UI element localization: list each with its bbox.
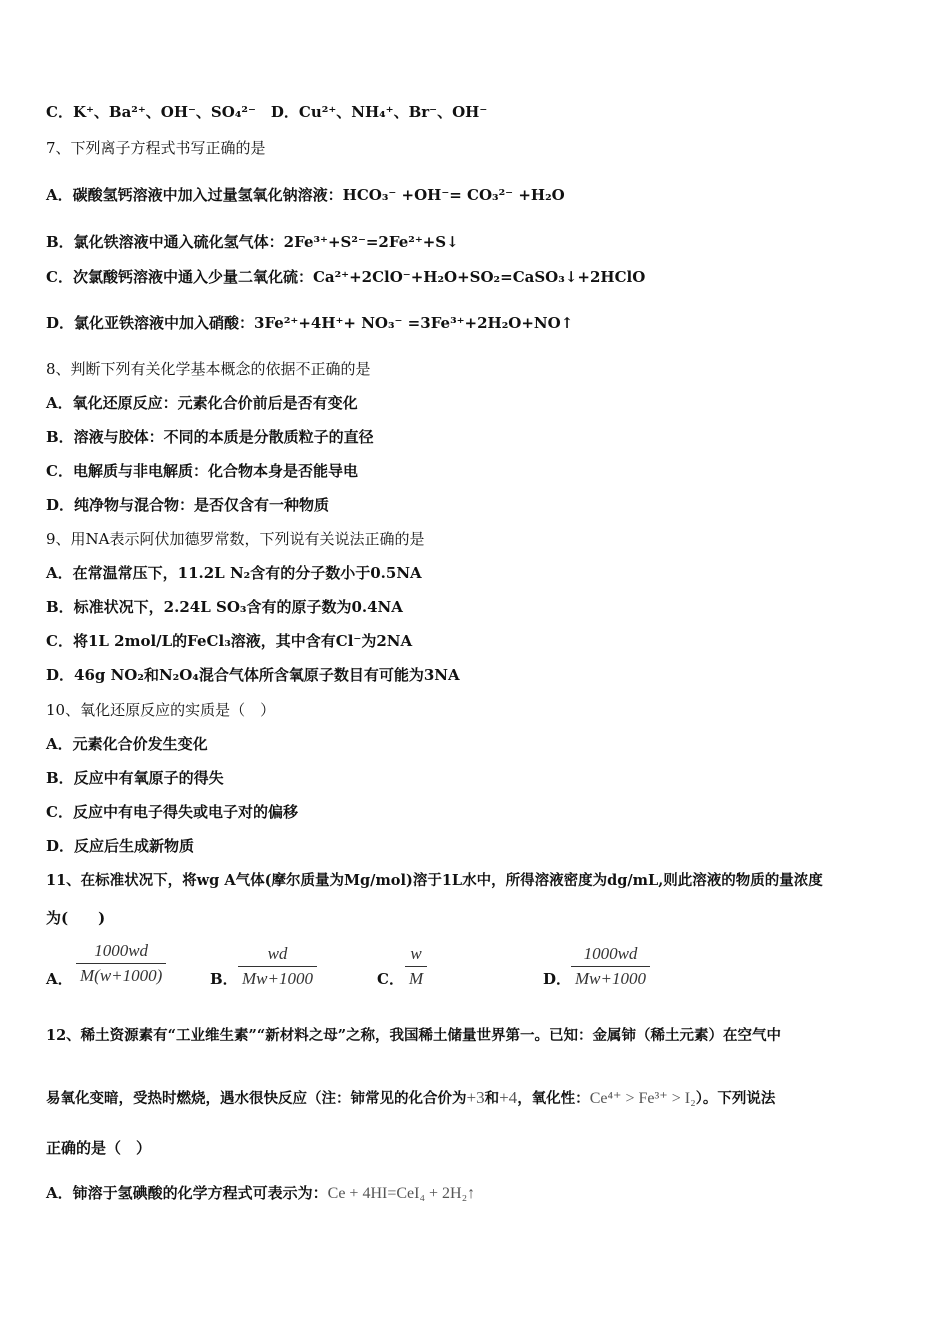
- q7-option-c: C．次氯酸钙溶液中通入少量二氧化硫：Ca²⁺+2ClO⁻+H₂O+SO₂=CaSO₃↓+2HClO: [46, 268, 646, 286]
- q11-option-b-numerator: wd: [267, 944, 288, 963]
- q7-option-a-formula: HCO₃⁻ +OH⁻= CO₃²⁻ +H₂O: [342, 186, 565, 204]
- q9-stem: 9、用NA表示阿伏加德罗常数，下列说有关说法正确的是: [46, 530, 425, 548]
- q10-option-c: C．反应中有电子得失或电子对的偏移: [46, 803, 298, 821]
- q12-line2-text-a: 易氧化变暗，受热时燃烧，遇水很快反应（注：铈常见的化合价为: [46, 1090, 467, 1107]
- q9-option-a: A．在常温常压下，11.2L N₂含有的分子数小于0.5NA: [46, 564, 422, 582]
- q7-option-d-text: D．氯化亚铁溶液中加入硝酸：: [46, 314, 255, 332]
- q11-option-b-denominator: Mw+1000: [238, 966, 317, 989]
- q8-option-c: C．电解质与非电解质：化合物本身是否能导电: [46, 462, 358, 480]
- q11-option-b-fraction: [238, 944, 317, 989]
- q11-option-a-numerator: 1000wd: [94, 941, 149, 960]
- q8-option-b: B．溶液与胶体：不同的本质是分散质粒子的直径: [46, 428, 374, 446]
- q12-option-a: [46, 1184, 475, 1203]
- q9-option-b: B．标准状况下，2.24L SO₃含有的原子数为0.4NA: [46, 598, 403, 616]
- q7-option-a-text: A．碳酸氢钙溶液中加入过量氢氧化钠溶液：: [46, 186, 343, 204]
- q10-option-d: D．反应后生成新物质: [46, 837, 195, 855]
- q11-option-d-fraction: [571, 944, 650, 989]
- q8-stem: 8、判断下列有关化学基本概念的依据不正确的是: [46, 360, 371, 378]
- q8-option-d: D．纯净物与混合物：是否仅含有一种物质: [46, 496, 330, 514]
- q11-option-d-denominator: Mw+1000: [571, 966, 650, 989]
- q12-option-a-formula: Ce + 4HI=CeI₄ + 2H₂↑: [327, 1185, 476, 1202]
- q10-stem: 10、氧化还原反应的实质是（ ）: [46, 701, 276, 719]
- q11-stem-line2: 为( ): [46, 909, 106, 927]
- q11-option-c-label: C．: [377, 970, 404, 988]
- q11-stem-line1: 11、在标准状况下，将wg A气体(摩尔质量为Mg/mol)溶于1L水中，所得溶液密度为dg/mL,则此溶液的物质的量浓度: [46, 872, 823, 889]
- q11-option-d-numerator: 1000wd: [583, 944, 638, 963]
- q12-valence-3: +3: [466, 1088, 485, 1107]
- q8-option-a: A．氧化还原反应：元素化合价前后是否有变化: [46, 394, 358, 412]
- q11-option-c-denominator: M: [405, 966, 427, 989]
- q7-option-b: B．氯化铁溶液中通入硫化氢气体：2Fe³⁺+S²⁻=2Fe²⁺+S↓: [46, 233, 459, 251]
- q6-options-cd: C．K⁺、Ba²⁺、OH⁻、SO₄²⁻ D．Cu²⁺、NH₄⁺、Br⁻、OH⁻: [46, 103, 488, 121]
- q7-option-d-formula: 3Fe²⁺+4H⁺+ NO₃⁻ =3Fe³⁺+2H₂O+NO↑: [254, 314, 574, 332]
- q12-stem-line2: [46, 1089, 775, 1108]
- q11-option-b-label: B．: [210, 970, 238, 988]
- q11-option-a-fraction: [76, 941, 166, 986]
- q12-valence-4: +4: [499, 1088, 518, 1107]
- q12-stem-line3: 正确的是（ ）: [46, 1139, 152, 1157]
- q12-line2-text-d: ）。下列说法: [695, 1090, 776, 1107]
- q10-option-b: B．反应中有氧原子的得失: [46, 769, 224, 787]
- q11-option-d-label: D．: [543, 970, 572, 988]
- q11-option-c-fraction: [405, 944, 427, 989]
- q7-option-a: [46, 186, 565, 204]
- q12-line2-text-c: ，氧化性：: [517, 1090, 590, 1107]
- q7-option-d: [46, 314, 573, 332]
- q11-option-c-numerator: w: [410, 944, 422, 963]
- q12-stem-line1: 12、稀土资源素有“工业维生素”“新材料之母”之称，我国稀土储量世界第一。已知：金属铈（稀土元素）在空气中: [46, 1027, 782, 1044]
- q7-stem: 7、下列离子方程式书写正确的是: [46, 139, 266, 157]
- q11-option-a-denominator: M(w+1000): [76, 963, 166, 986]
- q12-line2-text-b: 和: [484, 1090, 500, 1107]
- q10-option-a: A．元素化合价发生变化: [46, 735, 208, 753]
- q12-option-a-text: A．铈溶于氢碘酸的化学方程式可表示为：: [46, 1184, 328, 1202]
- q12-oxidizing-order: Ce⁴⁺ > Fe³⁺ > I₂: [589, 1090, 696, 1107]
- q11-option-a-label: A．: [46, 970, 73, 988]
- q9-option-d: D．46g NO₂和N₂O₄混合气体所含氧原子数目有可能为3NA: [46, 666, 460, 684]
- q9-option-c: C．将1L 2mol/L的FeCl₃溶液，其中含有Cl⁻为2NA: [46, 632, 413, 650]
